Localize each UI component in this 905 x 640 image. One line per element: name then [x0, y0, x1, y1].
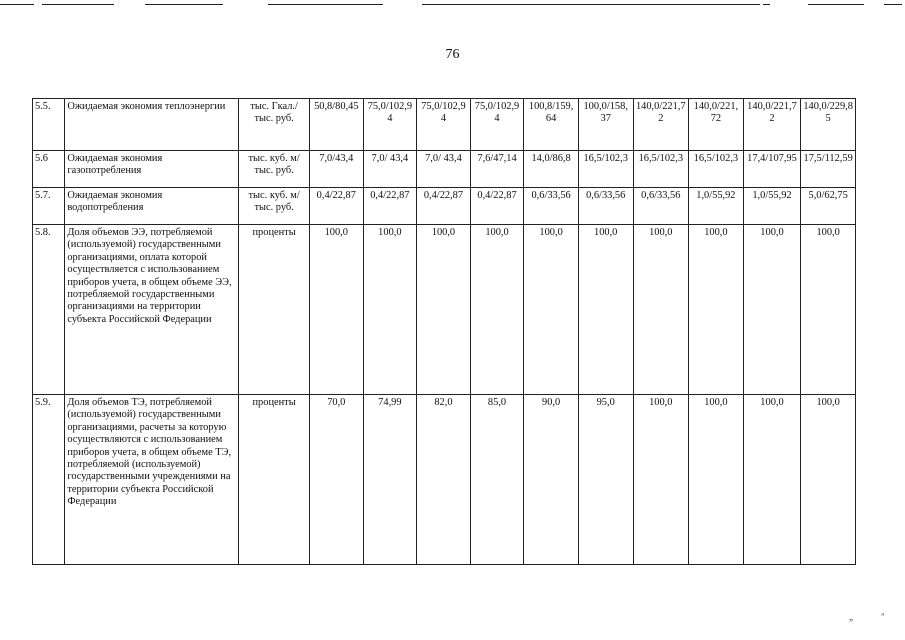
top-border-line [422, 4, 760, 5]
value-cell: 100,0 [470, 225, 524, 395]
top-border-line [884, 4, 902, 5]
indicator-name: Доля объемов ЭЭ, потребляемой (используемой) государственными организациями, оплата которой осуществляется с использованием приборов учета, в общем объеме ЭЭ, потребляемой государственными организациями на территории субъекта Российской Федерации [65, 225, 239, 395]
value-cell: 70,0 [310, 395, 364, 565]
table-row [33, 99, 856, 151]
row-number: 5.8. [33, 225, 65, 395]
value-cell: 100,0 [743, 225, 801, 395]
value-cell: 0,4/22,87 [417, 188, 471, 225]
value-cell: 75,0/102,94 [363, 99, 417, 151]
page-number: 76 [445, 47, 460, 62]
table-row [33, 395, 856, 565]
value-cell: 85,0 [470, 395, 524, 565]
value-cell: 100,8/159,64 [524, 99, 579, 151]
value-cell: 7,0/ 43,4 [417, 151, 471, 188]
value-cell: 100,0 [310, 225, 364, 395]
indicator-name: Ожидаемая экономия водопотребления [65, 188, 239, 225]
top-border-line [763, 4, 770, 5]
indicator-name: Ожидаемая экономия газопотребления [65, 151, 239, 188]
value-cell: 0,6/33,56 [633, 188, 689, 225]
indicators-table [32, 98, 856, 565]
value-cell: 100,0/158,37 [578, 99, 633, 151]
value-cell: 0,6/33,56 [524, 188, 579, 225]
value-cell: 0,4/22,87 [470, 188, 524, 225]
value-cell: 16,5/102,3 [633, 151, 689, 188]
value-cell: 100,0 [417, 225, 471, 395]
value-cell: 75,0/102,94 [417, 99, 471, 151]
value-cell: 100,0 [524, 225, 579, 395]
value-cell: 90,0 [524, 395, 579, 565]
value-cell: 140,0/221,72 [689, 99, 744, 151]
row-number: 5.6 [33, 151, 65, 188]
unit-of-measure: тыс. Гкал./тыс. руб. [239, 99, 310, 151]
value-cell: 17,5/112,59 [801, 151, 856, 188]
value-cell: 100,0 [743, 395, 801, 565]
value-cell: 7,6/47,14 [470, 151, 524, 188]
table-row [33, 151, 856, 188]
value-cell: 17,4/107,95 [743, 151, 801, 188]
top-border-line [268, 4, 383, 5]
table-row [33, 188, 856, 225]
value-cell: 14,0/86,8 [524, 151, 579, 188]
value-cell: 140,0/221,72 [633, 99, 689, 151]
unit-of-measure: тыс. куб. м/тыс. руб. [239, 188, 310, 225]
scan-mark: „ [849, 612, 853, 622]
value-cell: 95,0 [578, 395, 633, 565]
value-cell: 7,0/ 43,4 [363, 151, 417, 188]
indicator-name: Ожидаемая экономия теплоэнергии [65, 99, 239, 151]
top-border-line [145, 4, 223, 5]
value-cell: 100,0 [633, 225, 689, 395]
value-cell: 140,0/229,85 [801, 99, 856, 151]
value-cell: 100,0 [801, 225, 856, 395]
value-cell: 82,0 [417, 395, 471, 565]
value-cell: 100,0 [578, 225, 633, 395]
value-cell: 100,0 [689, 395, 744, 565]
value-cell: 7,0/43,4 [310, 151, 364, 188]
value-cell: 75,0/102,94 [470, 99, 524, 151]
table-row [33, 225, 856, 395]
unit-of-measure: проценты [239, 225, 310, 395]
value-cell: 0,4/22,87 [310, 188, 364, 225]
value-cell: 100,0 [801, 395, 856, 565]
value-cell: 16,5/102,3 [578, 151, 633, 188]
top-border-line [0, 4, 34, 5]
value-cell: 0,6/33,56 [578, 188, 633, 225]
value-cell: 5,0/62,75 [801, 188, 856, 225]
indicator-name: Доля объемов ТЭ, потребляемой (используемой) государственными организациями, расчеты за которую осуществляются с использованием приборов учета, в общем объеме ТЭ, потребляемой (используемой) государственными учреждениями на территории субъекта Российской Федерации [65, 395, 239, 565]
value-cell: 50,8/80,45 [310, 99, 364, 151]
unit-of-measure: проценты [239, 395, 310, 565]
unit-of-measure: тыс. куб. м/тыс. руб. [239, 151, 310, 188]
value-cell: 74,99 [363, 395, 417, 565]
value-cell: 140,0/221,72 [743, 99, 801, 151]
value-cell: 100,0 [363, 225, 417, 395]
top-border-line [808, 4, 864, 5]
value-cell: 100,0 [633, 395, 689, 565]
value-cell: 0,4/22,87 [363, 188, 417, 225]
top-border-line [42, 4, 114, 5]
row-number: 5.5. [33, 99, 65, 151]
value-cell: 1,0/55,92 [743, 188, 801, 225]
scan-mark: " [881, 612, 885, 622]
value-cell: 1,0/55,92 [689, 188, 744, 225]
value-cell: 16,5/102,3 [689, 151, 744, 188]
row-number: 5.7. [33, 188, 65, 225]
row-number: 5.9. [33, 395, 65, 565]
value-cell: 100,0 [689, 225, 744, 395]
